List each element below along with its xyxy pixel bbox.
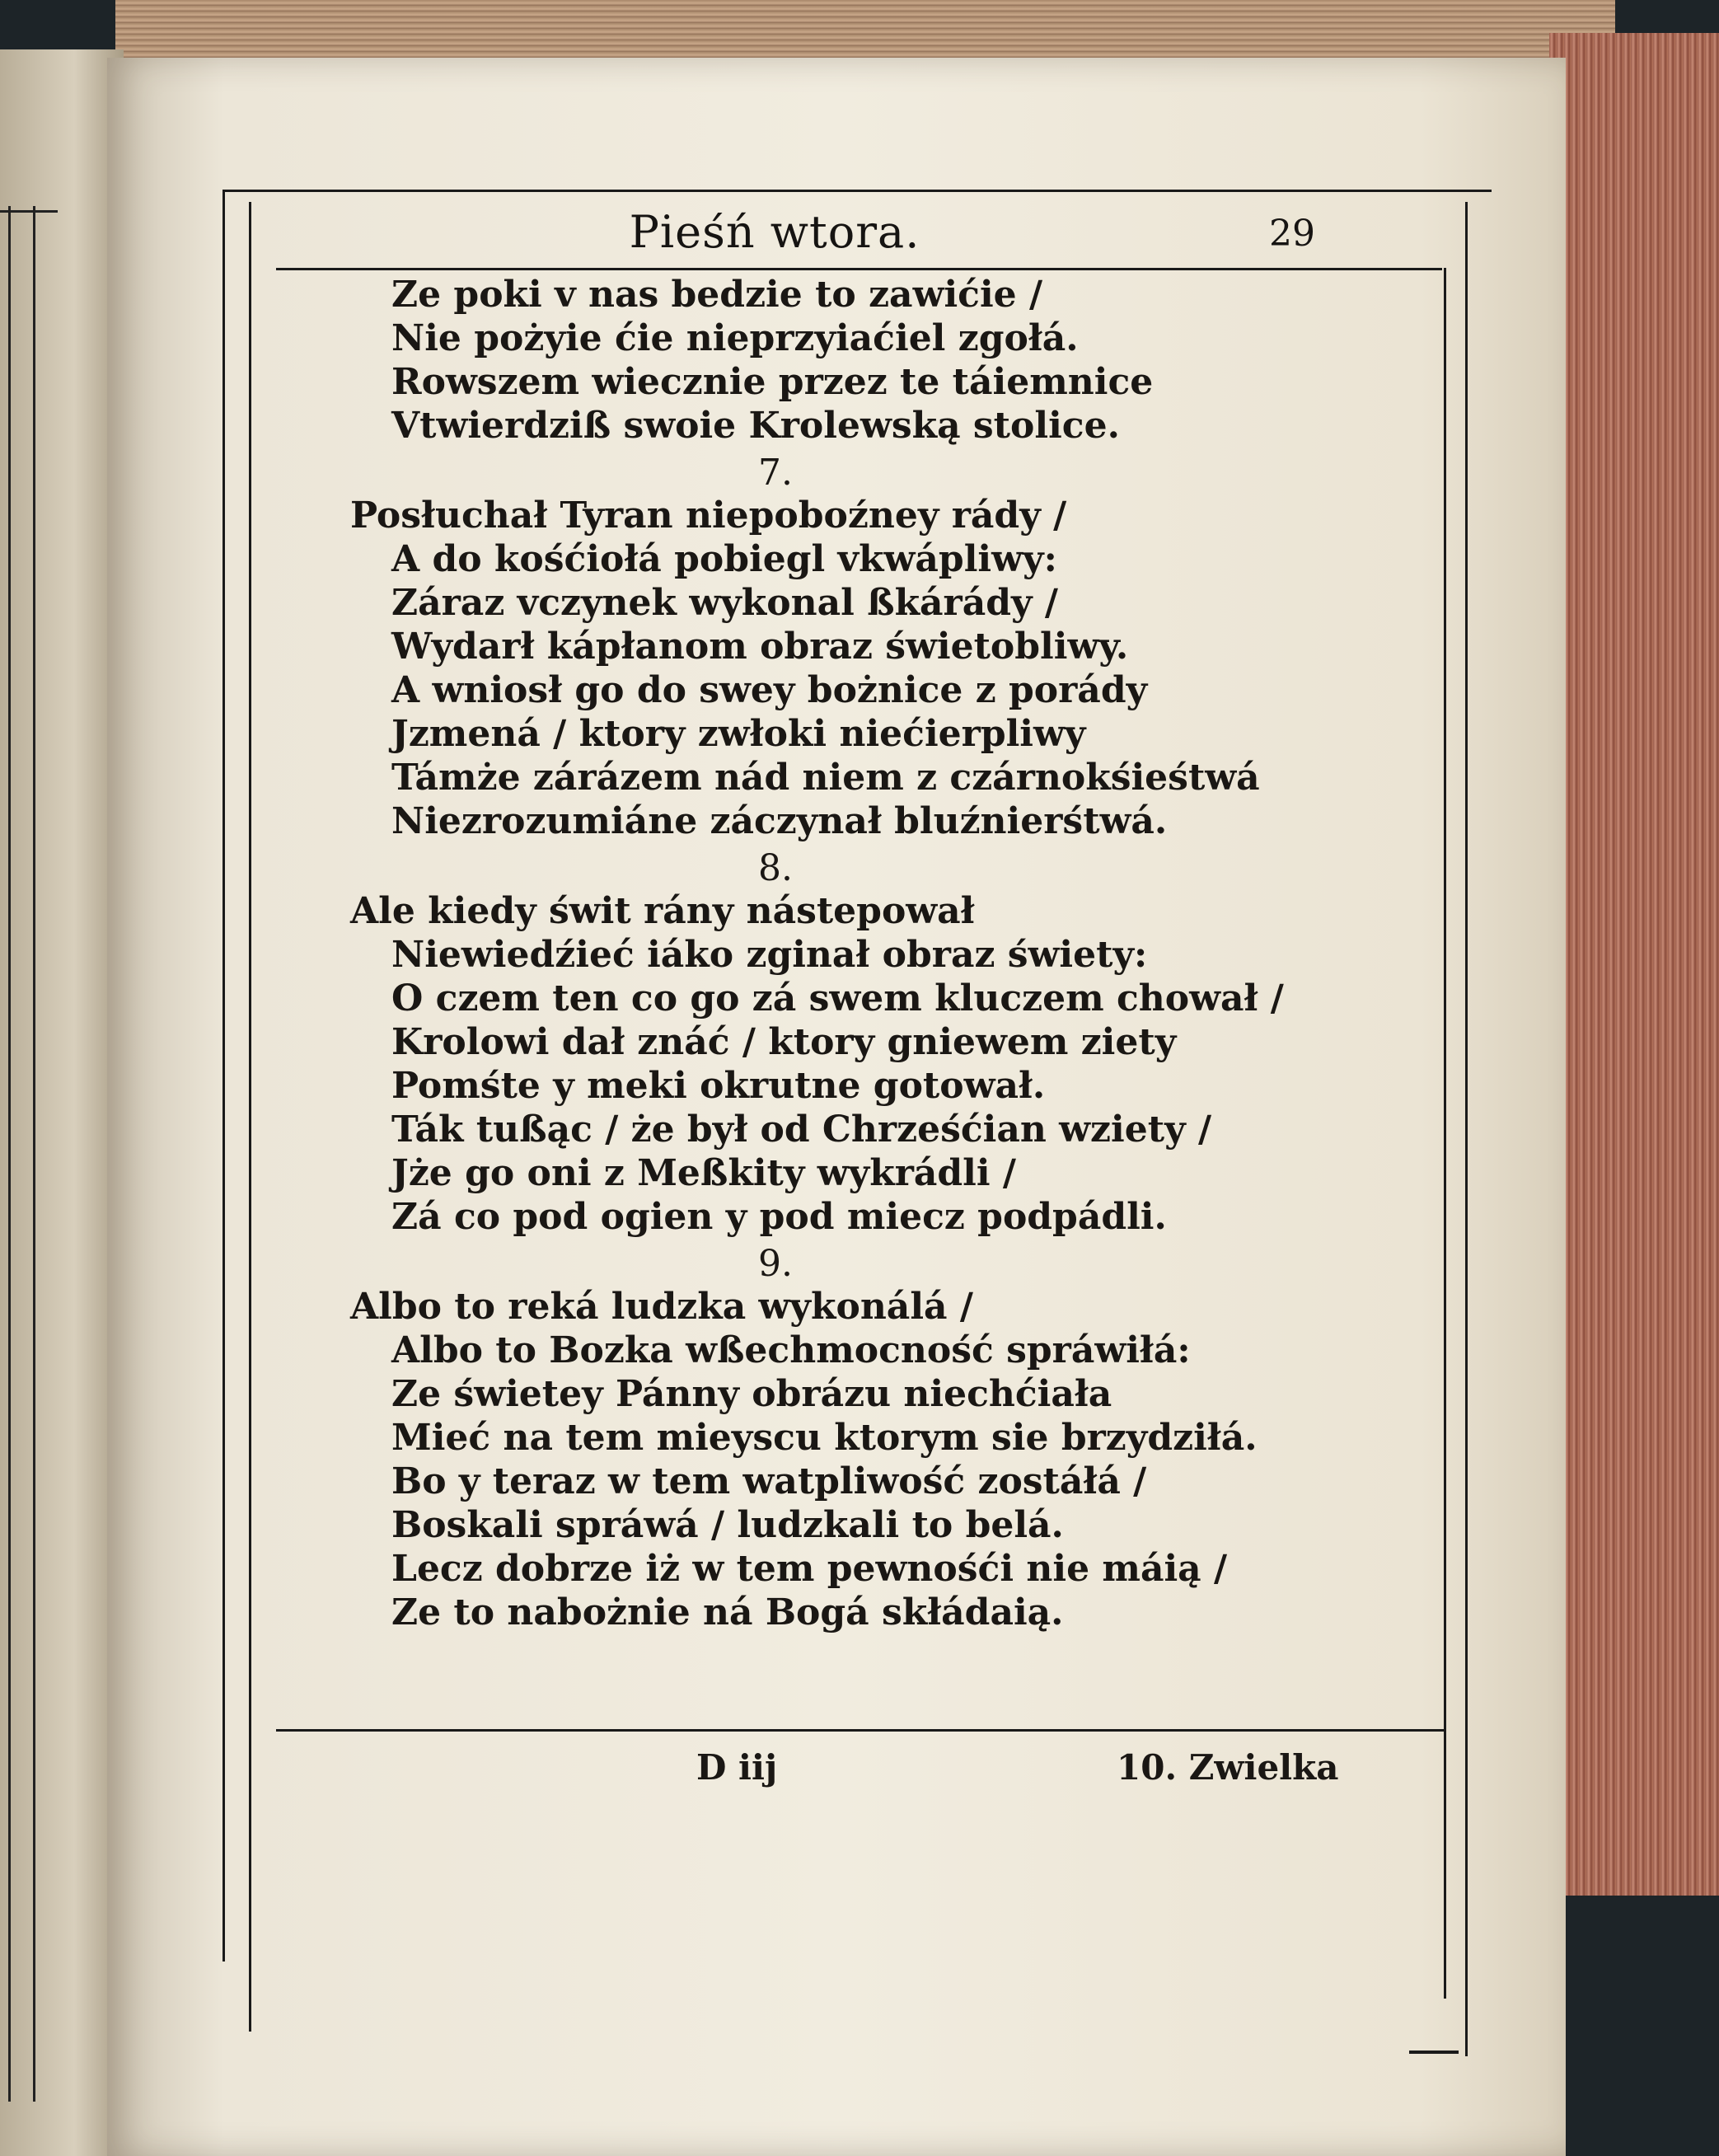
verse-line: Jże go oni z Meßkity wykrádli / bbox=[391, 1152, 1016, 1194]
verse-line: A wniosł go do swey bożnice z porády bbox=[391, 669, 1148, 711]
verse-line: Lecz dobrze iż w tem pewnośći nie máią / bbox=[391, 1548, 1228, 1590]
facing-page-rule bbox=[33, 206, 35, 2102]
verse-line: Niewiedźieć iáko zginał obraz świety: bbox=[391, 934, 1148, 976]
verse-line: Jzmená / ktory zwłoki niećierpliwy bbox=[391, 713, 1086, 755]
page-number: 29 bbox=[1269, 213, 1315, 255]
verse-line: Niezrozumiáne záczynał bluźnierśtwá. bbox=[391, 800, 1168, 842]
verse-line: Albo to Bozka wßechmocność spráwiłá: bbox=[391, 1329, 1191, 1371]
verse-line: Vtwierdziß swoie Krolewską stolice. bbox=[391, 405, 1120, 447]
verse-line: Nie pożyie ćie nieprzyiaćiel zgołá. bbox=[391, 317, 1079, 359]
verse-line: Boskali spráwá / ludzkali to belá. bbox=[391, 1504, 1064, 1546]
running-title: Pieśń wtora. bbox=[629, 206, 920, 258]
page bbox=[107, 58, 1566, 2156]
catchword: 10. Zwielka bbox=[1117, 1747, 1339, 1788]
facing-page-rule bbox=[8, 206, 11, 2102]
poem-text bbox=[107, 58, 1566, 2156]
verse-line: Posłuchał Tyran niepoboźney rády / bbox=[350, 494, 1067, 537]
verse-line: Ale kiedy świt rány nástepował bbox=[350, 890, 975, 932]
stanza-number: 7. bbox=[758, 452, 793, 494]
book-fore-edge bbox=[1549, 33, 1719, 1896]
verse-line: Wydarł kápłanom obraz świetobliwy. bbox=[391, 626, 1129, 668]
verse-line: Bo y teraz w tem watpliwość zostáłá / bbox=[391, 1460, 1147, 1502]
verse-line: Mieć na tem mieyscu ktorym sie brzydziłá. bbox=[391, 1417, 1258, 1459]
signature-mark: D iij bbox=[696, 1747, 778, 1788]
stanza-number: 8. bbox=[758, 847, 793, 889]
verse-line: Pomśte y meki okrutne gotował. bbox=[391, 1065, 1046, 1107]
facing-page-rule bbox=[0, 210, 58, 213]
verse-line: Rowszem wiecznie przez te táiemnice bbox=[391, 361, 1154, 403]
verse-line: Ze to nabożnie ná Bogá skłádaią. bbox=[391, 1591, 1064, 1633]
verse-line: A do kośćiołá pobiegl vkwápliwy: bbox=[391, 538, 1057, 580]
verse-line: Albo to reká ludzka wykonálá / bbox=[350, 1286, 973, 1328]
verse-line: Ze świetey Pánny obrázu niechćiała bbox=[391, 1373, 1112, 1415]
verse-line: Záraz vczynek wykonal ßkárády / bbox=[391, 582, 1058, 624]
facing-page-edge bbox=[0, 49, 124, 2156]
verse-line: Ták tußąc / że był od Chrześćian wziety / bbox=[391, 1108, 1212, 1151]
verse-line: Támże zárázem nád niem z czárnokśieśtwá bbox=[391, 757, 1260, 799]
verse-line: O czem ten co go zá swem kluczem chował / bbox=[391, 977, 1284, 1019]
verse-line: Zá co pod ogien y pod miecz podpádli. bbox=[391, 1196, 1167, 1238]
verse-line: Ze poki v nas bedzie to zawićie / bbox=[391, 274, 1043, 316]
verse-line: Krolowi dał znáć / ktory gniewem ziety bbox=[391, 1021, 1177, 1063]
stanza-number: 9. bbox=[758, 1243, 793, 1285]
